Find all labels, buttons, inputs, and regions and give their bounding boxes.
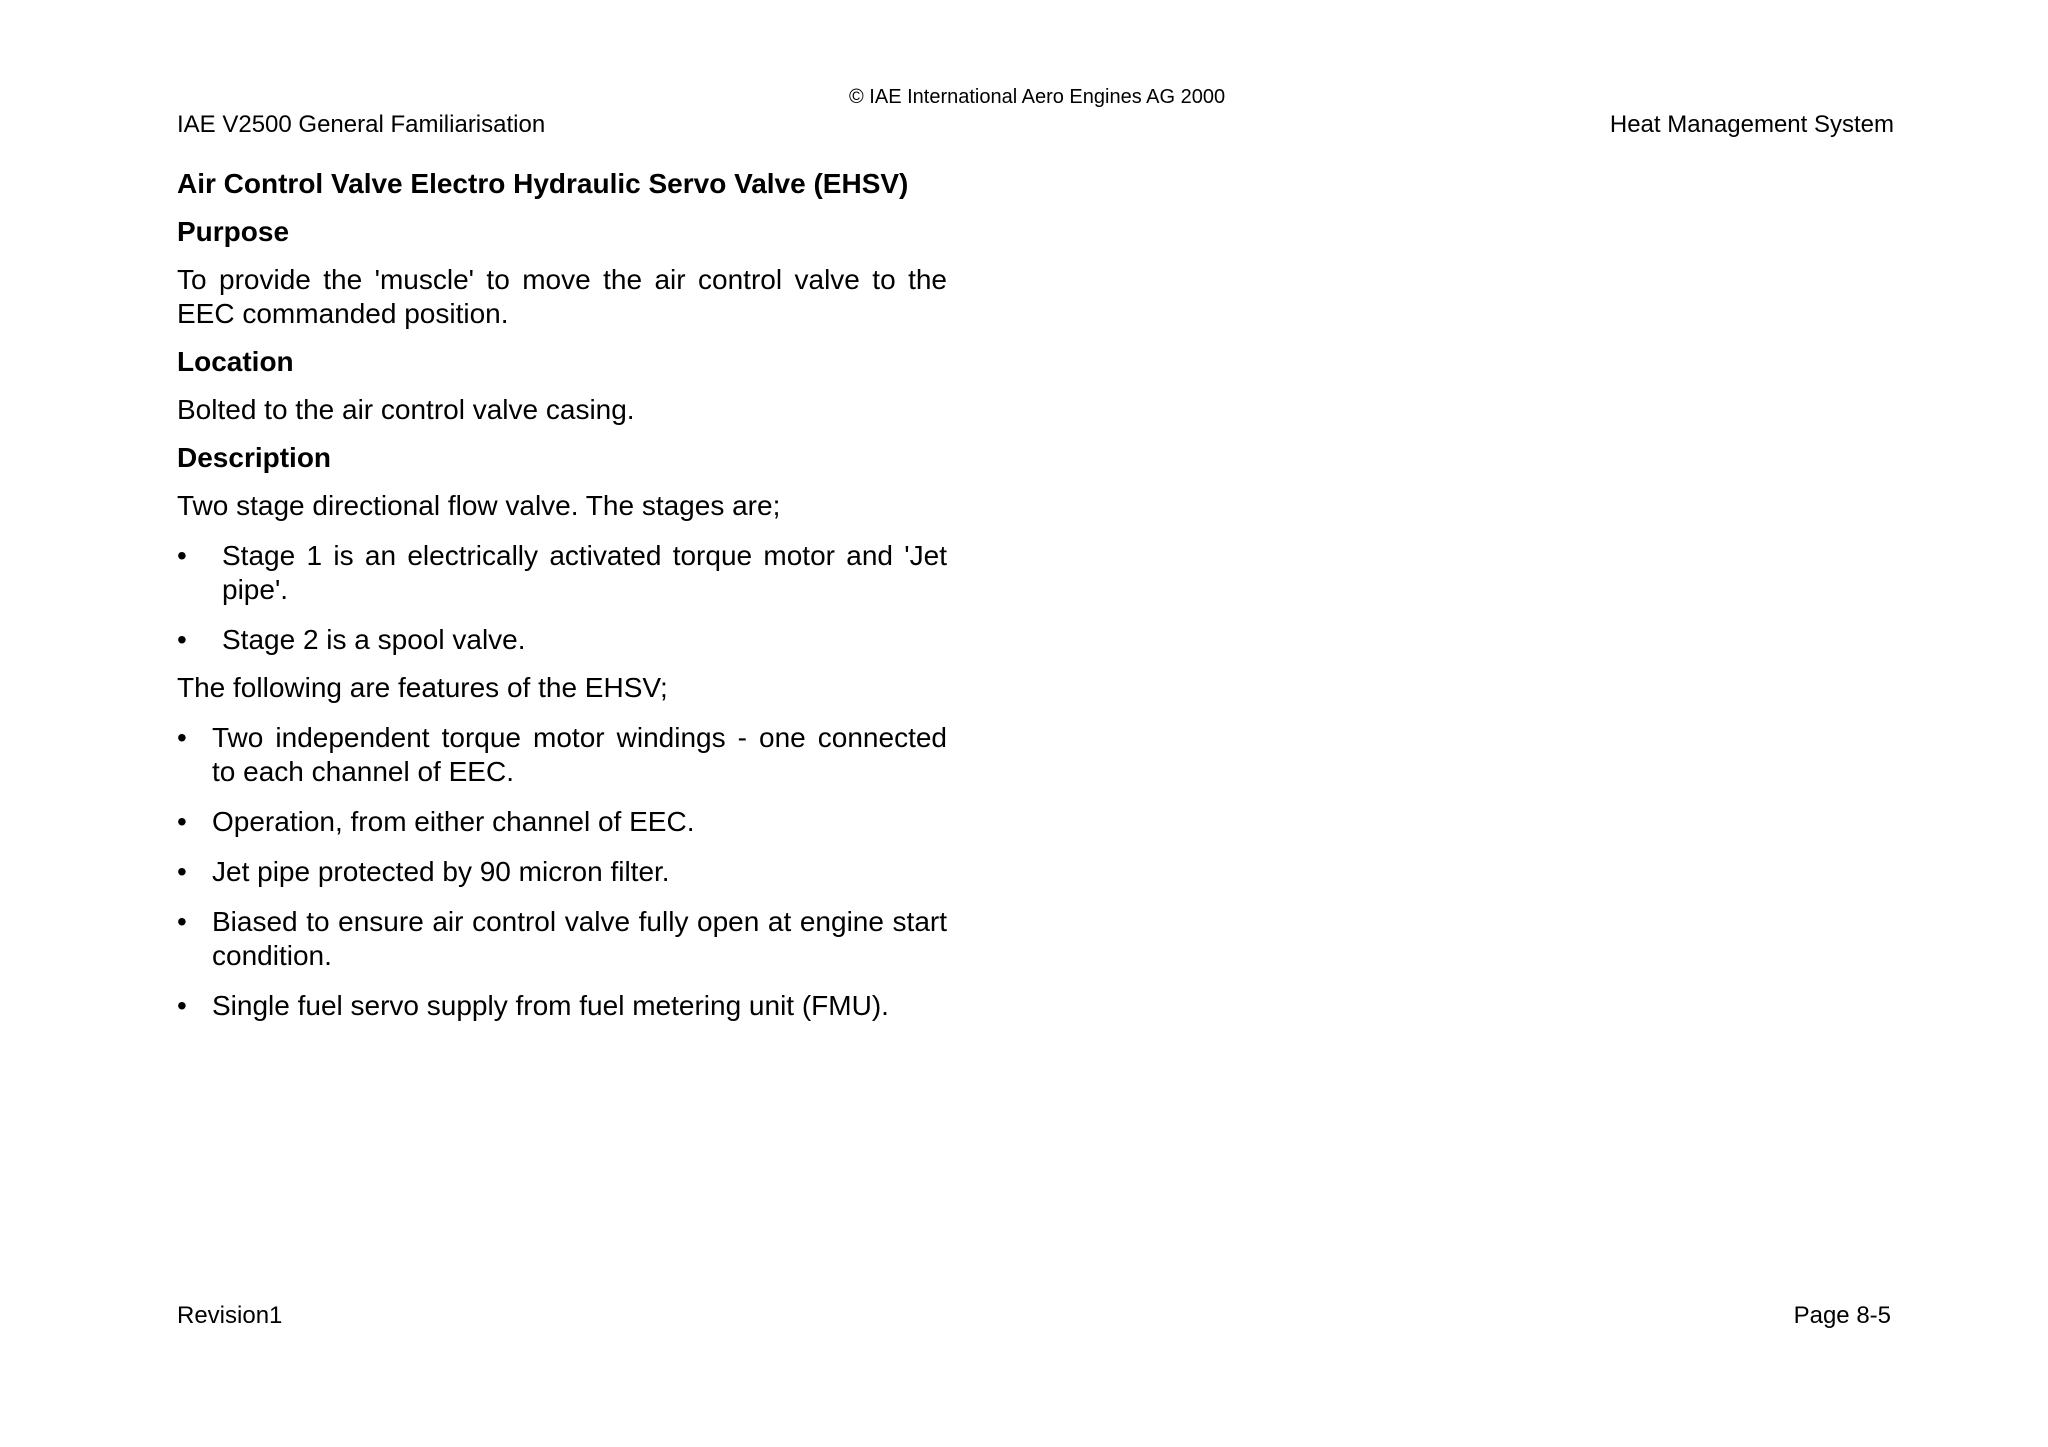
page-content bbox=[177, 167, 947, 1023]
description-heading: Description bbox=[177, 442, 332, 473]
features-list bbox=[177, 721, 947, 1023]
list-item bbox=[177, 905, 947, 973]
list-item-text: Biased to ensure air control valve fully open at engine start condition. bbox=[212, 906, 947, 971]
list-item-text: Operation, from either channel of EEC. bbox=[212, 806, 695, 837]
revision-label: Revision1 bbox=[177, 1302, 283, 1329]
list-item-text: Two independent torque motor windings - one connected to each channel of EEC. bbox=[212, 722, 947, 787]
chapter-title: Heat Management System bbox=[1609, 111, 1894, 138]
list-item-text: Stage 2 is a spool valve. bbox=[222, 624, 526, 655]
section-title: Air Control Valve Electro Hydraulic Servo Valve (EHSV) bbox=[177, 168, 909, 199]
location-heading: Location bbox=[177, 346, 294, 377]
bullet-icon: • bbox=[177, 906, 187, 937]
list-item bbox=[177, 805, 947, 839]
bullet-icon: • bbox=[177, 722, 187, 753]
purpose-heading: Purpose bbox=[177, 216, 290, 247]
features-intro: The following are features of the EHSV; bbox=[177, 672, 668, 703]
bullet-icon: • bbox=[177, 806, 187, 837]
purpose-text: To provide the 'muscle' to move the air control valve to the EEC commanded position. bbox=[177, 264, 947, 329]
list-item-text: Single fuel servo supply from fuel metering unit (FMU). bbox=[212, 990, 889, 1021]
list-item-text: Jet pipe protected by 90 micron filter. bbox=[212, 856, 670, 887]
list-item bbox=[177, 721, 947, 789]
page-number: Page 8-5 bbox=[1793, 1302, 1891, 1329]
bullet-icon: • bbox=[177, 624, 187, 655]
stages-list bbox=[177, 539, 947, 657]
document-title: IAE V2500 General Familiarisation bbox=[177, 111, 546, 138]
copyright-notice: © IAE International Aero Engines AG 2000 bbox=[849, 86, 1226, 108]
bullet-icon: • bbox=[177, 540, 187, 571]
list-item bbox=[177, 855, 947, 889]
bullet-icon: • bbox=[177, 856, 187, 887]
list-item bbox=[177, 989, 947, 1023]
list-item bbox=[177, 539, 947, 607]
location-text: Bolted to the air control valve casing. bbox=[177, 394, 635, 425]
description-text: Two stage directional flow valve. The stages are; bbox=[177, 490, 781, 521]
bullet-icon: • bbox=[177, 990, 187, 1021]
list-item-text: Stage 1 is an electrically activated torque motor and 'Jet pipe'. bbox=[222, 540, 947, 605]
list-item bbox=[177, 623, 947, 657]
